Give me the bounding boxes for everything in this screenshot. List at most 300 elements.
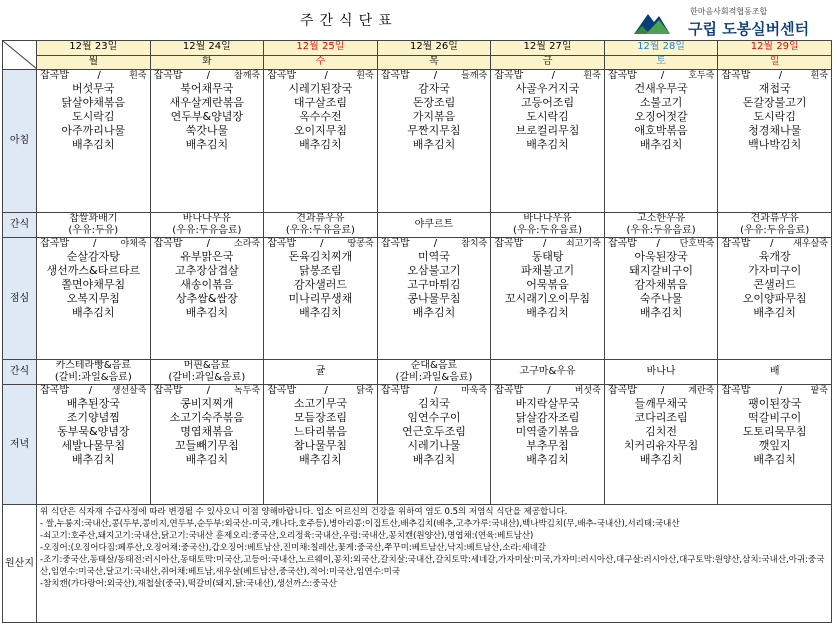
slash-divider: / — [206, 238, 210, 249]
dish-item: 배추김치 — [526, 306, 569, 319]
dish-item: 배추김치 — [639, 138, 683, 151]
logo — [628, 4, 833, 38]
dish-item: 콩비지찌개 — [180, 397, 234, 410]
slash-divider: / — [206, 70, 210, 81]
dish-item: 대구살조림 — [293, 96, 347, 109]
day-date: 12월 23일 — [37, 41, 151, 56]
meal-header — [37, 238, 150, 250]
dish-list — [605, 82, 718, 152]
rice-label: 잡곡밥 — [607, 70, 637, 81]
dish-item: 고등어조림 — [520, 96, 575, 109]
dish-item: 도시락김 — [72, 110, 115, 123]
day-weekday: 월 — [37, 56, 151, 70]
meal-cell — [264, 238, 378, 360]
snack-line: 견과류우유 — [296, 213, 345, 224]
slash-divider: / — [770, 238, 774, 249]
rice-label: 잡곡밥 — [607, 385, 637, 396]
snack-cell — [491, 213, 605, 238]
day-date: 12월 24일 — [150, 41, 264, 56]
meal-header — [718, 238, 831, 250]
meal-cell — [491, 238, 605, 360]
meal-cell — [604, 385, 718, 505]
dish-list — [718, 250, 831, 320]
snack-cell — [264, 360, 378, 385]
meal-cell — [377, 385, 491, 505]
meal-cell — [264, 385, 378, 505]
dish-item: 오삼불고기 — [407, 264, 461, 277]
meal-cell — [377, 238, 491, 360]
porridge-label: 소라죽 — [234, 239, 261, 249]
dish-item: 배추김치 — [412, 453, 456, 466]
snack-cell — [377, 213, 491, 238]
note-line: -조기:중국산,동태살/동태전:러시아산,동태토막:미국산,고등어:국내산,노르웨이,꽁치:외국산,갈치살:국내산,갈치토막:세네갈,가자미살:미국,가자미:러시아산,대구살:러시아산,대구토막:원양산,삼치:국내산,아귀:중국산,임연수:미국산,달고기:국내산,쥐어채:베트남,새우살(베트남산,중국산),적어:미국산,임연수:미국 — [40, 555, 825, 577]
dish-item: 오이지무침 — [293, 124, 347, 137]
day-weekday: 일 — [718, 56, 832, 70]
dish-item: 상추쌈&쌈장 — [175, 292, 238, 305]
dish-item: 어묵볶음 — [526, 278, 569, 291]
slash-divider: / — [778, 70, 783, 81]
dish-item: 아주까리나물 — [61, 124, 126, 137]
meal-header — [151, 238, 264, 250]
slash-divider: / — [433, 70, 438, 81]
snack-line: (갈비:과일&음료) — [395, 372, 473, 383]
dish-item: 도토리묵무침 — [742, 425, 807, 438]
dish-item: 코다리조림 — [634, 411, 688, 424]
dish-list — [37, 250, 150, 320]
slash-divider: / — [433, 385, 438, 396]
rice-label: 잡곡밥 — [40, 238, 69, 249]
mountain-logo-icon — [632, 6, 672, 36]
dish-item: 순살감자탕 — [66, 250, 120, 263]
dish-item: 배추김치 — [299, 138, 342, 151]
dish-item: 명엽채볶음 — [180, 425, 234, 438]
porridge-label: 녹두죽 — [234, 386, 261, 396]
porridge-label: 흰죽 — [356, 71, 374, 81]
dish-item: 꼬시래기오이무침 — [505, 292, 591, 305]
dish-item: 오징어젓갈 — [634, 110, 688, 123]
slash-divider: / — [433, 238, 438, 249]
rice-label: 잡곡밥 — [721, 385, 751, 396]
dish-item: 새우살계란볶음 — [169, 96, 245, 109]
dish-item: 브로컬리무침 — [515, 124, 580, 137]
meal-label-snack1: 간식 — [3, 213, 37, 238]
day-weekday: 목 — [377, 56, 491, 70]
meal-header — [264, 385, 377, 397]
rice-label: 잡곡밥 — [721, 70, 751, 81]
dish-item: 파채불고기 — [520, 264, 575, 277]
meal-label-lunch: 점심 — [3, 238, 37, 360]
snack-line: (우유:두유음료) — [172, 225, 242, 236]
rice-label: 잡곡밥 — [494, 70, 524, 81]
dish-item: 돼지갈비구이 — [629, 264, 693, 277]
rice-label: 잡곡밥 — [267, 70, 297, 81]
snack-cell — [377, 360, 491, 385]
dish-item: 재첩국 — [758, 82, 791, 95]
snack-line: 야쿠르트 — [414, 219, 454, 230]
header-corner — [3, 41, 37, 70]
snack-line: (우유:두유음료) — [626, 225, 696, 236]
meal-label-breakfast: 아침 — [3, 70, 37, 213]
day-date: 12월 28일 — [604, 41, 718, 56]
snack-line: (우유:두유음료) — [512, 225, 583, 236]
note-line: -오징어:(오징어다짐:페루산,오징어채:중국산),갑오징어:베트남산,진미채:칠레산,꽃게:중국산,쭈꾸미:베트남산,낙지:베트남산,소라:세네갈 — [40, 543, 546, 553]
meal-header — [605, 385, 718, 397]
dish-item: 들깨무채국 — [634, 397, 688, 410]
dish-item: 감자샐러드 — [293, 278, 347, 291]
dish-item: 감자채볶음 — [634, 278, 688, 291]
dish-item: 배추김치 — [753, 453, 796, 466]
dish-item: 세발나물무침 — [61, 439, 126, 452]
slash-divider: / — [551, 70, 556, 81]
snack-cell — [37, 213, 151, 238]
slash-divider: / — [206, 385, 210, 396]
rice-label: 잡곡밥 — [380, 238, 410, 249]
meal-cell — [718, 70, 832, 213]
snack-cell — [718, 360, 832, 385]
dish-item: 가자미구이 — [748, 264, 802, 277]
dish-list — [718, 82, 831, 152]
dish-item: 소고기숙주볶음 — [169, 411, 245, 424]
dish-item: 사골우거지국 — [515, 82, 580, 95]
meal-header — [37, 385, 150, 397]
dish-item: 돈육김치찌개 — [288, 250, 353, 263]
dish-item: 청경채나물 — [748, 124, 802, 137]
dish-list — [37, 397, 150, 467]
meal-header — [718, 385, 831, 397]
slash-divider: / — [547, 385, 551, 396]
snack-line: (우유:두유) — [68, 225, 119, 236]
weekly-menu-table — [2, 40, 832, 623]
dish-item: 닭봉조림 — [299, 264, 342, 277]
porridge-label: 흰죽 — [129, 71, 147, 81]
meal-header — [264, 70, 377, 82]
dish-item: 돈갈장불고기 — [742, 96, 807, 109]
meal-cell — [37, 238, 151, 360]
day-weekday: 수 — [264, 56, 378, 70]
meal-cell — [37, 70, 151, 213]
dish-list — [264, 82, 377, 152]
dish-item: 소고기무국 — [293, 397, 347, 410]
dish-item: 팽이된장국 — [748, 397, 802, 410]
snack-cell — [718, 213, 832, 238]
snack-line: 바나나우유 — [182, 213, 231, 224]
dish-item: 생선까스&타르타르 — [46, 264, 141, 277]
dish-item: 배추김치 — [185, 138, 229, 151]
porridge-label: 팥죽 — [810, 386, 828, 396]
snack-line: 귤 — [315, 366, 326, 377]
snack-cell — [37, 360, 151, 385]
dish-item: 미역국 — [418, 250, 450, 263]
dish-item: 떡갈비구이 — [748, 411, 802, 424]
slash-divider: / — [97, 70, 101, 81]
dish-list — [378, 397, 491, 467]
slash-divider: / — [324, 70, 328, 81]
dish-item: 배추김치 — [299, 306, 342, 319]
slash-divider: / — [88, 385, 93, 396]
day-date: 12월 27일 — [491, 41, 605, 56]
snack-line: 견과류우유 — [750, 213, 799, 224]
rice-label: 잡곡밥 — [267, 238, 297, 249]
dish-item: 김치전 — [645, 425, 678, 438]
meal-header — [151, 70, 264, 82]
snack-line: 카스테라빵&음료 — [55, 360, 131, 371]
rice-label: 잡곡밥 — [494, 238, 524, 249]
dish-list — [491, 397, 604, 467]
dish-list — [605, 250, 718, 320]
dish-item: 동부묵&양념장 — [57, 425, 130, 438]
dish-list — [491, 82, 604, 152]
meal-cell — [37, 385, 151, 505]
dish-item: 닭살감자조림 — [515, 411, 580, 424]
meal-cell — [377, 70, 491, 213]
logo-name: 구립 도봉실버센터 — [688, 20, 810, 38]
dish-item: 배추김치 — [72, 138, 115, 151]
dish-item: 도시락김 — [526, 110, 569, 123]
meal-header — [378, 238, 491, 250]
snack-cell — [150, 360, 264, 385]
rice-label: 잡곡밥 — [153, 385, 183, 396]
dish-item: 연근호두조림 — [402, 425, 466, 438]
snack-cell — [491, 360, 605, 385]
meal-cell — [718, 385, 832, 505]
dish-list — [605, 397, 718, 467]
porridge-label: 새우살죽 — [793, 239, 828, 249]
dish-item: 아욱된장국 — [634, 250, 688, 263]
snack-cell — [150, 213, 264, 238]
rice-label: 잡곡밥 — [380, 70, 410, 81]
dish-item: 꼬들빼기무침 — [174, 439, 239, 452]
dish-item: 오이양파무침 — [742, 292, 807, 305]
porridge-label: 계란죽 — [688, 386, 715, 396]
dish-item: 감자국 — [418, 82, 450, 95]
dish-item: 백나박김치 — [748, 138, 802, 151]
porridge-label: 흰죽 — [810, 71, 828, 81]
slash-divider: / — [324, 385, 328, 396]
dish-list — [151, 250, 264, 320]
dish-list — [264, 397, 377, 467]
dish-item: 가지볶음 — [412, 110, 456, 123]
dish-list — [151, 82, 264, 152]
meal-label-snack2: 간식 — [3, 360, 37, 385]
meal-label-dinner: 저녁 — [3, 385, 37, 505]
dish-list — [37, 82, 150, 152]
dish-item: 고추장삼겹살 — [174, 264, 239, 277]
porridge-label: 호두죽 — [688, 71, 715, 81]
meal-header — [605, 70, 718, 82]
rice-label: 잡곡밥 — [40, 385, 69, 396]
snack-line: 바나나 — [646, 366, 676, 377]
dish-item: 참나물무침 — [293, 439, 347, 452]
porridge-label: 참깨죽 — [234, 71, 261, 81]
rice-label: 잡곡밥 — [494, 385, 524, 396]
dish-item: 배추김치 — [72, 306, 115, 319]
meal-header — [37, 70, 150, 82]
dish-item: 배추김치 — [185, 306, 229, 319]
porridge-label: 버섯죽 — [574, 386, 601, 396]
dish-item: 버섯무국 — [72, 82, 115, 95]
dish-item: 미나리무생채 — [288, 292, 353, 305]
meal-header — [378, 385, 491, 397]
dish-item: 배추김치 — [72, 453, 115, 466]
porridge-label: 닭죽 — [356, 386, 374, 396]
meal-cell — [491, 70, 605, 213]
note-line: - 쌀,누룽지:국내산,콩(두부,콩비지,연두부,순두부:외국산-미국,캐나다,호주등),병아리콩:이집트산,배추김치(배추,고추가루:국내산),백나박김치(무,배추-국내산),서리태:국내산 — [40, 519, 680, 529]
porridge-label: 쇠고기죽 — [566, 239, 601, 249]
dish-item: 쫄면야채무침 — [61, 278, 126, 291]
dish-item: 고구마튀김 — [407, 278, 461, 291]
porridge-label: 마욱죽 — [461, 386, 488, 396]
porridge-label: 생선살죽 — [111, 386, 147, 396]
meal-cell — [718, 238, 832, 360]
rice-label: 잡곡밥 — [267, 385, 297, 396]
dish-item: 배추김치 — [526, 453, 569, 466]
dish-item: 돈장조림 — [412, 96, 456, 109]
porridge-label: 땅콩죽 — [347, 239, 374, 249]
porridge-label: 흰죽 — [583, 71, 601, 81]
meal-header — [718, 70, 831, 82]
day-date: 12월 29일 — [718, 41, 832, 56]
day-date: 12월 25일 — [264, 41, 378, 56]
snack-line: (우유:두유음료) — [740, 225, 810, 236]
dish-item: 부추무침 — [526, 439, 569, 452]
snack-line: 고소한우유 — [636, 213, 686, 224]
snack-line: 찹쌀꽈배기 — [69, 213, 118, 224]
dish-item: 동태탕 — [531, 250, 564, 263]
dish-item: 미역줄기볶음 — [515, 425, 580, 438]
note-line: -참치캔(가다랑어:외국산),재첩살(중국),떡갈비(돼지,닭:국내산),생선까스:중국산 — [40, 579, 337, 589]
dish-item: 시레기된장국 — [288, 82, 353, 95]
dish-item: 배추김치 — [526, 138, 569, 151]
day-weekday: 화 — [150, 56, 264, 70]
dish-item: 연두부&양념장 — [170, 110, 244, 123]
dish-item: 쑥갓나물 — [185, 124, 229, 137]
dish-item: 배추김치 — [639, 306, 683, 319]
dish-item: 무짠지무침 — [407, 124, 461, 137]
meal-cell — [150, 70, 264, 213]
snack-cell — [604, 213, 718, 238]
dish-item: 콩나물무침 — [407, 292, 461, 305]
dish-item: 닭살야채볶음 — [61, 96, 126, 109]
day-weekday: 금 — [491, 56, 605, 70]
dish-item: 콘샐러드 — [753, 278, 796, 291]
dish-item: 애호박볶음 — [634, 124, 688, 137]
rice-label: 잡곡밥 — [721, 238, 751, 249]
meal-cell — [604, 238, 718, 360]
snack-cell — [604, 360, 718, 385]
snack-line: (갈비:과일&음료) — [168, 372, 246, 383]
dish-item: 소불고기 — [639, 96, 683, 109]
dish-list — [151, 397, 264, 467]
dish-list — [718, 397, 831, 467]
meal-header — [491, 238, 604, 250]
dish-item: 배추김치 — [753, 306, 796, 319]
meal-cell — [604, 70, 718, 213]
rice-label: 잡곡밥 — [380, 385, 410, 396]
meal-cell — [150, 238, 264, 360]
dish-item: 시레기나물 — [407, 439, 461, 452]
meal-cell — [491, 385, 605, 505]
dish-item: 임연수구이 — [407, 411, 461, 424]
dish-item: 오복지무침 — [66, 292, 120, 305]
dish-item: 배추김치 — [412, 306, 456, 319]
dish-item: 바지락살무국 — [515, 397, 580, 410]
snack-line: (갈비:과일&음료) — [54, 372, 132, 383]
dish-item: 배추김치 — [412, 138, 456, 151]
logo-org: 한마음사회적협동조합 — [690, 7, 768, 16]
diagonal-line-icon — [3, 41, 37, 69]
page-title: 주간식단표 — [300, 13, 398, 29]
porridge-label: 들깨죽 — [461, 71, 488, 81]
slash-divider: / — [93, 238, 97, 249]
porridge-label: 참치죽 — [461, 239, 488, 249]
origin-label: 원산지 — [3, 505, 37, 623]
meal-cell — [150, 385, 264, 505]
meal-header — [605, 238, 718, 250]
snack-line: 순대&음료 — [410, 360, 458, 371]
rice-label: 잡곡밥 — [607, 238, 637, 249]
meal-header — [491, 385, 604, 397]
dish-item: 조기양념찜 — [66, 411, 120, 424]
slash-divider: / — [660, 70, 665, 81]
rice-label: 잡곡밥 — [153, 70, 183, 81]
snack-cell — [264, 213, 378, 238]
snack-line: 바나나우유 — [523, 213, 572, 224]
dish-item: 건새우무국 — [634, 82, 688, 95]
day-date: 12월 26일 — [377, 41, 491, 56]
dish-item: 도시락김 — [753, 110, 796, 123]
dish-list — [491, 250, 604, 320]
rice-label: 잡곡밥 — [153, 238, 183, 249]
dish-item: 느타리볶음 — [293, 425, 347, 438]
porridge-label: 단호박죽 — [679, 239, 715, 249]
meal-header — [151, 385, 264, 397]
snack-line: 배 — [769, 366, 780, 377]
meal-cell — [264, 70, 378, 213]
snack-line: 고구마&우유 — [519, 366, 576, 377]
meal-header — [378, 70, 491, 82]
dish-item: 모듬장조림 — [293, 411, 347, 424]
snack-line: 머핀&음료 — [183, 360, 231, 371]
dish-item: 깻잎지 — [758, 439, 791, 452]
dish-list — [378, 250, 491, 320]
rice-label: 잡곡밥 — [40, 70, 69, 81]
slash-divider: / — [656, 238, 660, 249]
snack-line: (우유:두유음료) — [285, 225, 355, 236]
note-line: -쇠고기:호주산,돼지고기:국내산,닭고기:국내산 훈제오리:중국산,오리정육:국내산,우렁:국내산,꽁치캔(원양산),명엽채:(연육:베트남산) — [40, 531, 534, 541]
dish-list — [378, 82, 491, 152]
day-weekday: 토 — [604, 56, 718, 70]
dish-item: 새송이볶음 — [180, 278, 234, 291]
dish-item: 숙주나물 — [639, 292, 683, 305]
dish-item: 육개장 — [758, 250, 791, 263]
dish-item: 배추된장국 — [66, 397, 120, 410]
notes-cell — [37, 505, 832, 623]
dish-item: 배추김치 — [185, 453, 229, 466]
dish-item: 김치국 — [418, 397, 450, 410]
dish-item: 치커리유자무침 — [623, 439, 699, 452]
slash-divider: / — [542, 238, 547, 249]
slash-divider: / — [778, 385, 783, 396]
slash-divider: / — [320, 238, 324, 249]
dish-item: 배추김치 — [639, 453, 683, 466]
note-line: 위 식단은 식자재 수급사정에 따라 변경될 수 있사오니 이점 양해바랍니다. 입소 어르신의 건강을 위하여 염도 0.5의 저염식 식단을 제공합니다. — [40, 507, 568, 517]
dish-list — [264, 250, 377, 320]
porridge-label: 야채죽 — [120, 239, 147, 249]
slash-divider: / — [660, 385, 665, 396]
dish-item: 북어채무국 — [180, 82, 234, 95]
dish-item: 배추김치 — [299, 453, 342, 466]
meal-header — [491, 70, 604, 82]
